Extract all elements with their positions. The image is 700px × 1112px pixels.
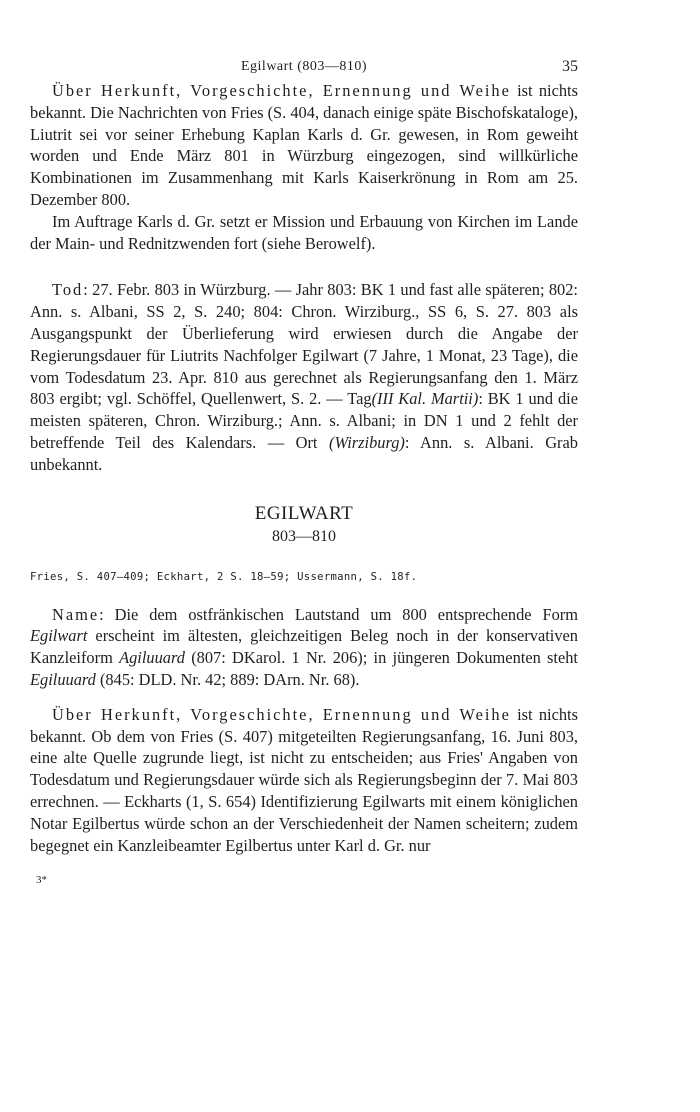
text-run: (845: DLD. Nr. 42; 889: DArn. Nr. 68). bbox=[95, 669, 360, 689]
paragraph-text: ist nichts bekannt. Ob dem von Fries (S. 407) mitgeteilten Regierungsanfang, 16. Juni 803, eine alte Quelle zugrunde liegt, ist nicht zu entscheiden; aus Fries' Angaben von Todesdatum und Regierungsdauer würde sich als Regierungsbeginn der 7. Mai 803 errechnen. — Eckharts (1, S. 654) Identifizierung Egilwarts mit einem königlichen Notar Egilbertus würde schon an der Verschiedenheit der Namen scheitern; zudem begegnet ein Kanzleibeamter Egilbertus unter Karl d. Gr. nur bbox=[30, 704, 578, 855]
spaced-lead: Tod bbox=[52, 280, 84, 300]
section-title: EGILWART bbox=[254, 502, 354, 524]
spaced-lead: Name bbox=[52, 604, 100, 624]
page-number: 35 bbox=[562, 58, 578, 75]
paragraph-mission bbox=[30, 211, 578, 255]
text-run: erscheint im ältesten, gleichzeitigen Beleg noch in der konservativen Kanzleiform bbox=[30, 626, 578, 668]
italic-run: (Wirziburg) bbox=[329, 432, 405, 452]
italic-run: Egiluuard bbox=[30, 669, 96, 689]
italic-run: Egilwart bbox=[30, 626, 88, 646]
running-title: Egilwart (803—810) bbox=[240, 59, 368, 74]
text-run: : Ann. s. Albani. Grab unbekannt. bbox=[30, 432, 578, 474]
spaced-lead: Über Herkunft, Vorgeschichte, Ernennung und Weihe bbox=[52, 704, 511, 724]
paragraph-herkunft-egilwart bbox=[30, 704, 578, 857]
paragraph-name bbox=[30, 604, 578, 691]
reference-line: Fries, S. 407—409; Eckhart, 2 S. 18—59; Ussermann, S. 18f. bbox=[30, 570, 418, 583]
signature-mark: 3* bbox=[36, 874, 47, 887]
page-header bbox=[30, 56, 578, 78]
text-run: : Die dem ostfränkischen Lautstand um 800 entsprechende Form bbox=[99, 604, 578, 624]
spaced-lead: Über Herkunft, Vorgeschichte, Ernennung und Weihe bbox=[52, 81, 511, 100]
paragraph-text: ist nichts bekannt. Die Nachrichten von Fries (S. 404, danach einige späte Bischofskataloge), Liutrit sei vor seiner Erhebung Kaplan Karls d. Gr. gewesen, in Rom geweiht worden und Ende März 801 in Würzburg eingezogen, sind willkürliche Kombinationen im Zusammenhang mit Karls Kaiserkrönung in Rom am 25. Dezember 800. bbox=[30, 81, 579, 209]
text-run: : BK 1 und die meisten späteren, Chron. Wirziburg.; Ann. s. Albani; in DN 1 und 2 fehlt der betreffende Teil des Kalendars. — Ort bbox=[30, 389, 578, 452]
text-run: : 27. Febr. 803 in Würzburg. — Jahr 803: BK 1 und fast alle späteren; 802: Ann. s. Albani, SS 2, S. 240; 804: Chron. Wirziburg., SS 6, S. 27. 803 als Ausgangspunkt der Überlieferung wird erwiesen durch die Angabe der Regierungsdauer für Liutrits Nachfolger Egilwart (7 Jahre, 1 Monat, 23 Tage), die vom Todesdatum 23. Apr. 810 aus gerechnet als Regierungsanfang den 1. März 803 ergibt; vgl. Schöffel, Quellenwert, S. 2. — Tag bbox=[30, 280, 578, 409]
text-run: (807: DKarol. 1 Nr. 206); in jüngeren Dokumenten steht bbox=[184, 648, 578, 668]
paragraph-tod bbox=[30, 279, 578, 475]
italic-run: Agiluuard bbox=[119, 648, 185, 668]
section-years: 803—810 bbox=[272, 527, 336, 545]
section-heading bbox=[30, 502, 578, 548]
italic-run: (III Kal. Martii) bbox=[371, 389, 479, 409]
book-page bbox=[30, 56, 578, 892]
paragraph-text: Im Auftrage Karls d. Gr. setzt er Mission und Erbauung von Kirchen im Lande der Main- und Rednitzwenden fort (siehe Berowelf). bbox=[30, 211, 578, 253]
paragraph-herkunft-liutrit bbox=[30, 80, 578, 211]
